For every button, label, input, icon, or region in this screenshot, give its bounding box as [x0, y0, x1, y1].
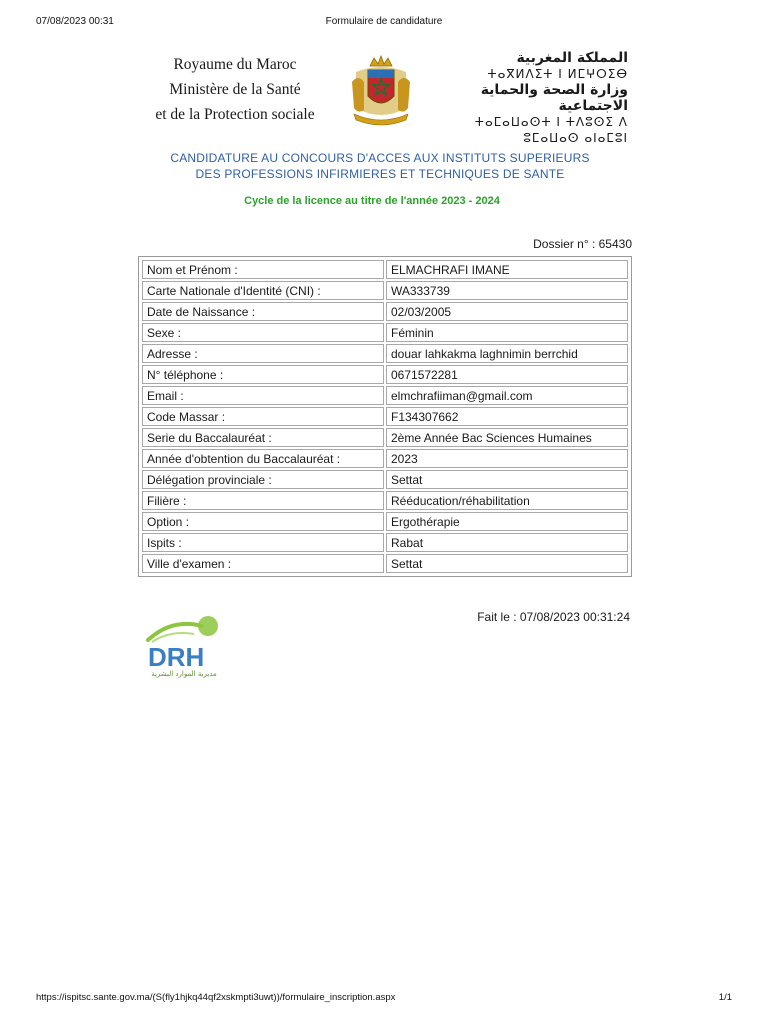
field-label: Email :: [142, 386, 384, 405]
field-value: 2ème Année Bac Sciences Humaines: [386, 428, 628, 447]
table-row: [142, 365, 628, 384]
field-value: 2023: [386, 449, 628, 468]
table-row: [142, 407, 628, 426]
page-title: [120, 150, 640, 182]
table-row: [142, 260, 628, 279]
page-url: https://ispitsc.sante.gov.ma/(S(fly1hjkq44qf2xskmpti3uwt))/formulaire_inscription.aspx: [36, 992, 396, 1003]
field-label: Filière :: [142, 491, 384, 510]
ministry-fr-line: Royaume du Maroc: [173, 56, 297, 73]
field-label: Carte Nationale d'Identité (CNI) :: [142, 281, 384, 300]
drh-caption: مديرية الموارد البشرية: [151, 670, 217, 678]
submission-timestamp: Fait le : 07/08/2023 00:31:24: [477, 610, 630, 624]
field-label: Sexe :: [142, 323, 384, 342]
table-row: [142, 302, 628, 321]
table-row: [142, 281, 628, 300]
ministry-ar-line: وزارة الصحة والحماية الاجتماعية: [480, 82, 628, 114]
field-label: Adresse :: [142, 344, 384, 363]
print-footer: [36, 992, 732, 1006]
field-value: elmchrafiiman@gmail.com: [386, 386, 628, 405]
field-label: Délégation provinciale :: [142, 470, 384, 489]
field-value: Féminin: [386, 323, 628, 342]
field-label: Date de Naissance :: [142, 302, 384, 321]
field-value: ELMACHRAFI IMANE: [386, 260, 628, 279]
print-datetime: 07/08/2023 00:31: [36, 16, 114, 27]
field-label: Serie du Baccalauréat :: [142, 428, 384, 447]
moroccan-coat-of-arms-icon: [348, 52, 414, 128]
print-doc-title: Formulaire de candidature: [325, 16, 443, 27]
ministry-tifinagh-line: ⵜⴰⴳⵍⴷⵉⵜ ⵏ ⵍⵎⵖⵔⵉⴱ: [487, 67, 628, 81]
table-row: [142, 428, 628, 447]
field-label: Nom et Prénom :: [142, 260, 384, 279]
table-row: [142, 344, 628, 363]
field-label: Code Massar :: [142, 407, 384, 426]
ministry-ar-line: المملكة المغربية: [516, 50, 628, 66]
table-row: [142, 449, 628, 468]
field-value: Rabat: [386, 533, 628, 552]
headline-line: DES PROFESSIONS INFIRMIERES ET TECHNIQUES DE SANTE: [195, 167, 565, 181]
field-label: Ville d'examen :: [142, 554, 384, 573]
candidate-info-table: [138, 256, 632, 577]
ministry-fr-line: Ministère de la Santé: [169, 81, 301, 98]
field-label: Ispits :: [142, 533, 384, 552]
page-number: 1/1: [718, 992, 732, 1003]
table-row: [142, 386, 628, 405]
table-row: [142, 512, 628, 531]
field-value: Settat: [386, 470, 628, 489]
field-label: Option :: [142, 512, 384, 531]
ministry-tifinagh-line: ⵜⴰⵎⴰⵡⴰⵙⵜ ⵏ ⵜⴷⵓⵙⵉ ⴷ ⵓⵎⴰⵡⴰⵙ ⴰⵏⴰⵎⵓⵏ: [474, 115, 628, 145]
ministry-fr-line: et de la Protection sociale: [155, 106, 315, 123]
field-value: Rééducation/réhabilitation: [386, 491, 628, 510]
field-label: N° téléphone :: [142, 365, 384, 384]
print-header: [36, 16, 732, 32]
headline-line: CANDIDATURE AU CONCOURS D'ACCES AUX INSTITUTS SUPERIEURS: [170, 151, 590, 165]
table-row: [142, 491, 628, 510]
table-row: [142, 554, 628, 573]
ministry-name-ar: [428, 50, 628, 146]
table-row: [142, 323, 628, 342]
field-value: Ergothérapie: [386, 512, 628, 531]
field-value: 02/03/2005: [386, 302, 628, 321]
dossier-number: Dossier n° : 65430: [533, 237, 632, 251]
field-value: douar lahkakma laghnimin berrchid: [386, 344, 628, 363]
field-value: Settat: [386, 554, 628, 573]
cycle-subtitle: Cycle de la licence au titre de l'année 2023 - 2024: [244, 195, 500, 207]
field-value: WA333739: [386, 281, 628, 300]
field-label: Année d'obtention du Baccalauréat :: [142, 449, 384, 468]
field-value: F134307662: [386, 407, 628, 426]
table-row: [142, 533, 628, 552]
table-row: [142, 470, 628, 489]
ministry-name-fr: [120, 52, 350, 127]
field-value: 0671572281: [386, 365, 628, 384]
drh-logo-text: DRH: [148, 642, 205, 672]
